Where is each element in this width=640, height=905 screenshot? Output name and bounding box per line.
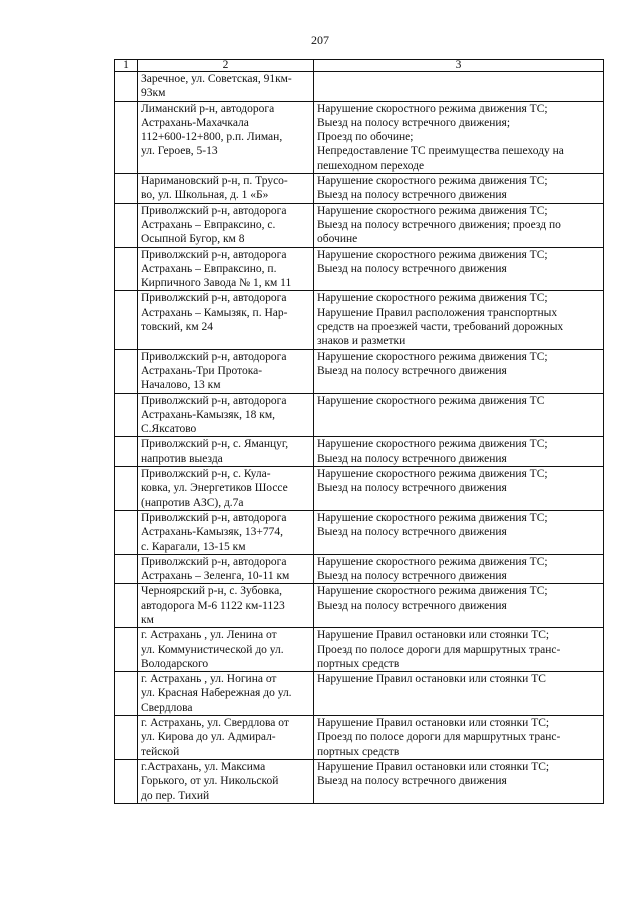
violation-line: Проезд по обочине; [317, 131, 414, 144]
table-row [115, 247, 604, 291]
violations-cell [314, 203, 604, 247]
violations-cell [314, 393, 604, 437]
violation-line: Выезд на полосу встречного движения [317, 599, 507, 612]
location-line: км [141, 613, 154, 626]
location-line: г. Астрахань, ул. Свердлова от [141, 717, 289, 730]
violation-line: Нарушение Правил остановки или стоянки ТС; [317, 629, 550, 642]
violation-line: Нарушение скоростного режима движения ТС; [317, 511, 548, 524]
table-row [115, 628, 604, 672]
location-cell [138, 759, 314, 803]
location-line: С.Яксатово [141, 423, 197, 436]
table-row [115, 510, 604, 554]
violation-line: Нарушение скоростного режима движения ТС; [317, 555, 548, 568]
row-number-cell [115, 437, 138, 467]
location-line: товский, км 24 [141, 321, 213, 334]
violation-line: Выезд на полосу встречного движения; проезд по [317, 218, 561, 231]
table-row [115, 291, 604, 349]
location-line: Астрахань-Три Протока- [141, 364, 263, 377]
location-cell [138, 510, 314, 554]
violation-line: Нарушение скоростного режима движения ТС; [317, 102, 548, 115]
table-body [115, 72, 604, 804]
violation-line: Выезд на полосу встречного движения [317, 189, 507, 202]
violation-line: Проезд по полосе дороги для маршрутных транс- [317, 643, 561, 656]
violation-line: пешеходном переходе [317, 159, 425, 172]
table-row [115, 467, 604, 511]
location-line: Лиманский р-н, автодорога [141, 102, 275, 115]
location-line: Кирпичного Завода № 1, км 11 [141, 277, 292, 290]
violations-cell [314, 554, 604, 584]
violation-line: Нарушение Правил остановки или стоянки ТС [317, 673, 546, 686]
row-number-cell [115, 628, 138, 672]
violation-line: Нарушение скоростного режима движения ТС; [317, 468, 548, 481]
row-number-cell [115, 584, 138, 628]
violations-cell [314, 174, 604, 204]
location-line: Приволжский р-н, автодорога [141, 555, 287, 568]
violation-line: Выезд на полосу встречного движения [317, 482, 507, 495]
violations-cell [314, 72, 604, 102]
violation-line: Непредоставление ТС преимущества пешеходу на [317, 145, 564, 158]
violation-line: портных средств [317, 745, 400, 758]
row-number-cell [115, 247, 138, 291]
location-line: Черноярский р-н, с. Зубовка, [141, 585, 283, 598]
location-line: автодорога М-6 1122 км-1123 [141, 599, 285, 612]
violations-cell [314, 628, 604, 672]
location-line: Астрахань-Камызяк, 18 км, [141, 408, 275, 421]
violation-line: портных средств [317, 657, 400, 670]
column-header-violations: 3 [314, 60, 604, 72]
violation-line: Выезд на полосу встречного движения [317, 570, 507, 583]
location-line: напротив выезда [141, 452, 223, 465]
location-line: ул. Кирова до ул. Адмирал- [141, 731, 276, 744]
location-line: ковка, ул. Энергетиков Шоссе [141, 482, 288, 495]
location-line: г. Астрахань , ул. Ленина от [141, 629, 277, 642]
location-line: Свердлова [141, 701, 193, 714]
row-number-cell [115, 467, 138, 511]
location-cell [138, 101, 314, 173]
violations-cell [314, 716, 604, 760]
row-number-cell [115, 510, 138, 554]
location-cell [138, 716, 314, 760]
table-row [115, 393, 604, 437]
location-line: ул. Красная Набережная до ул. [141, 687, 292, 700]
violations-cell [314, 759, 604, 803]
table-row [115, 437, 604, 467]
violations-cell [314, 437, 604, 467]
location-line: Наримановский р-н, п. Трусо- [141, 175, 288, 188]
violation-line: Нарушение скоростного режима движения ТС; [317, 292, 548, 305]
row-number-cell [115, 203, 138, 247]
row-number-cell [115, 349, 138, 393]
location-line: Володарского [141, 657, 209, 670]
location-line: Астрахань-Махачкала [141, 116, 249, 129]
violations-cell [314, 291, 604, 349]
location-line: Астрахань – Евпраксино, с. [141, 218, 276, 231]
violation-line: Выезд на полосу встречного движения [317, 526, 507, 539]
violations-cell [314, 510, 604, 554]
location-cell [138, 72, 314, 102]
location-line: г.Астрахань, ул. Максима [141, 760, 266, 773]
location-line: с. Карагали, 13-15 км [141, 540, 246, 553]
column-header-number: 1 [115, 60, 138, 72]
page-number: 207 [311, 33, 329, 47]
violation-line: Нарушение Правил расположения транспортных [317, 306, 558, 319]
violation-line: Выезд на полосу встречного движения; [317, 116, 511, 129]
location-line: ул. Коммунистической до ул. [141, 643, 284, 656]
table-row [115, 672, 604, 716]
location-line: Приволжский р-н, автодорога [141, 394, 287, 407]
violation-line: Нарушение скоростного режима движения ТС; [317, 350, 548, 363]
violations-cell [314, 101, 604, 173]
location-line: Приволжский р-н, автодорога [141, 511, 287, 524]
violation-line: Нарушение скоростного режима движения ТС; [317, 175, 548, 188]
violations-cell [314, 247, 604, 291]
violation-line: Выезд на полосу встречного движения [317, 775, 507, 788]
table-row [115, 101, 604, 173]
row-number-cell [115, 393, 138, 437]
location-line: (напротив АЗС), д.7а [141, 496, 244, 509]
violations-cell [314, 584, 604, 628]
location-line: Осыпной Бугор, км 8 [141, 233, 245, 246]
location-line: Горького, от ул. Никольской [141, 775, 279, 788]
violation-line: знаков и разметки [317, 335, 406, 348]
row-number-cell [115, 174, 138, 204]
location-cell [138, 672, 314, 716]
location-cell [138, 393, 314, 437]
violation-line: Нарушение скоростного режима движения ТС [317, 394, 545, 407]
violation-line: Проезд по полосе дороги для маршрутных транс- [317, 731, 561, 744]
table-header-row [115, 60, 604, 72]
table-row [115, 72, 604, 102]
violation-line: Нарушение скоростного режима движения ТС; [317, 438, 548, 451]
location-line: Астрахань – Евпраксино, п. [141, 262, 277, 275]
violation-line: Выезд на полосу встречного движения [317, 262, 507, 275]
table-row [115, 716, 604, 760]
violation-line: Нарушение скоростного режима движения ТС; [317, 585, 548, 598]
table-row [115, 759, 604, 803]
row-number-cell [115, 716, 138, 760]
location-line: Приволжский р-н, автодорога [141, 350, 287, 363]
violations-cell [314, 349, 604, 393]
table-row [115, 584, 604, 628]
table-row [115, 554, 604, 584]
location-line: ул. Героев, 5-13 [141, 145, 218, 158]
violation-line: Выезд на полосу встречного движения [317, 364, 507, 377]
location-line: 93км [141, 87, 166, 100]
location-cell [138, 203, 314, 247]
location-cell [138, 628, 314, 672]
location-line: до пер. Тихий [141, 789, 210, 802]
location-cell [138, 467, 314, 511]
location-line: Астрахань-Камызяк, 13+774, [141, 526, 283, 539]
location-line: Приволжский р-н, с. Кула- [141, 468, 271, 481]
row-number-cell [115, 72, 138, 102]
violations-cell [314, 467, 604, 511]
location-cell [138, 437, 314, 467]
table-row [115, 349, 604, 393]
location-cell [138, 247, 314, 291]
violation-line: обочине [317, 233, 358, 246]
row-number-cell [115, 554, 138, 584]
location-line: 112+600-12+800, р.п. Лиман, [141, 131, 283, 144]
violations-cell [314, 672, 604, 716]
location-cell [138, 349, 314, 393]
location-cell [138, 554, 314, 584]
row-number-cell [115, 672, 138, 716]
violation-line: Нарушение Правил остановки или стоянки ТС; [317, 760, 550, 773]
column-header-location: 2 [138, 60, 314, 72]
violation-line: Нарушение скоростного режима движения ТС; [317, 204, 548, 217]
location-line: Астрахань – Зеленга, 10-11 км [141, 570, 290, 583]
violation-line: Нарушение скоростного режима движения ТС; [317, 248, 548, 261]
location-line: Началово, 13 км [141, 379, 221, 392]
location-cell [138, 584, 314, 628]
location-line: во, ул. Школьная, д. 1 «Б» [141, 189, 269, 202]
location-line: Астрахань – Камызяк, п. Нар- [141, 306, 288, 319]
location-line: Приволжский р-н, автодорога [141, 204, 287, 217]
violations-table [114, 59, 604, 804]
row-number-cell [115, 101, 138, 173]
row-number-cell [115, 291, 138, 349]
row-number-cell [115, 759, 138, 803]
location-line: тейской [141, 745, 180, 758]
location-cell [138, 291, 314, 349]
location-line: Приволжский р-н, автодорога [141, 248, 287, 261]
location-line: г. Астрахань , ул. Ногина от [141, 673, 277, 686]
table-row [115, 174, 604, 204]
violation-line: средств на проезжей части, требований дорожных [317, 321, 564, 334]
location-cell [138, 174, 314, 204]
location-line: Приволжский р-н, с. Яманцуг, [141, 438, 289, 451]
violation-line: Выезд на полосу встречного движения [317, 452, 507, 465]
violation-line: Нарушение Правил остановки или стоянки ТС; [317, 717, 550, 730]
table-row [115, 203, 604, 247]
location-line: Приволжский р-н, автодорога [141, 292, 287, 305]
location-line: Заречное, ул. Советская, 91км- [141, 73, 292, 85]
